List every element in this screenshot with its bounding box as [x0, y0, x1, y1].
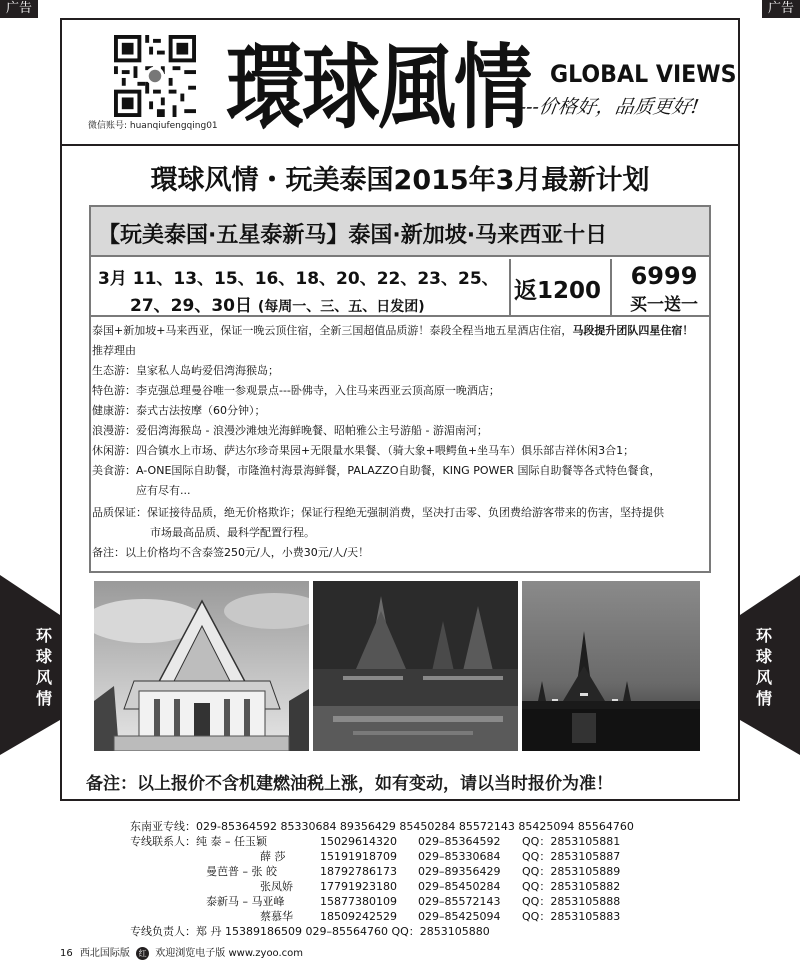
page-footer — [60, 944, 303, 960]
main-title: 環球风情・玩美泰国2015年3月最新计划 — [150, 165, 650, 196]
edition-badge: 红 — [136, 947, 149, 960]
intro-text: 泰国+新加坡+马来西亚，保证一晚云顶住宿，全新三国超值品质游！泰段全程当地五星酒店住宿， — [92, 324, 573, 337]
departure-dates-note: (每周一、三、五、日发团) — [257, 299, 425, 315]
contact-mobile: 17791923180 — [320, 880, 397, 893]
promo-label: 买一送一 — [630, 295, 698, 315]
detail-line: 浪漫游：爱侣湾海猴岛 - 浪漫沙滩烛光海鲜晚餐、昭帕雅公主号游船 - 游湄南河； — [92, 424, 488, 437]
contact-phone: 029–85572143 — [418, 895, 501, 908]
departure-dates-tail: 27、29、30日 — [130, 296, 252, 316]
hotline-row — [130, 819, 634, 834]
contact-qq: QQ：2853105882 — [522, 880, 621, 893]
hotline-numbers: 029-85364592 85330684 89356429 85450284 85572143 85425094 85564760 — [196, 820, 634, 833]
detail-line: 生态游：皇家私人岛屿爱侣湾海猴岛； — [92, 364, 279, 377]
side-label-left — [24, 625, 64, 709]
departure-dates-cont — [130, 291, 425, 316]
contact-label: 薛 莎 — [260, 850, 286, 863]
wechat-account-label: 微信账号: huanqiufengqing01 — [88, 121, 218, 131]
ad-label-left: 广告 — [0, 0, 38, 18]
contact-mobile: 15191918709 — [320, 850, 397, 863]
departure-dates: 3月 11、13、15、16、18、20、22、23、25、 — [98, 269, 499, 289]
side-label-right — [744, 625, 784, 709]
brand-title: 環球風情 — [226, 34, 531, 143]
contact-phone: 029–85450284 — [418, 880, 501, 893]
contact-mobile: 18509242529 — [320, 910, 397, 923]
contact-mobile: 18792786173 — [320, 865, 397, 878]
contact-label: 张凤娇 — [260, 880, 293, 893]
reason-title: 推荐理由 — [92, 344, 136, 357]
contact-qq: QQ：2853105889 — [522, 865, 621, 878]
contact-label: 蔡慕华 — [260, 910, 293, 923]
intro-highlight: 马段提升团队四星住宿！ — [572, 324, 694, 337]
divider — [509, 259, 511, 317]
contact-qq: QQ：2853105883 — [522, 910, 621, 923]
header-divider — [60, 144, 740, 146]
side-char: 情 — [35, 689, 52, 708]
contact-phone: 029–85364592 — [418, 835, 501, 848]
contact-mobile: 15029614320 — [320, 835, 397, 848]
detail-line: 健康游：泰式古法按摩（60分钟）； — [92, 404, 266, 417]
footer-note: 备注：以上报价不含机建燃油税上涨，如有变动，请以当时报价为准！ — [86, 774, 613, 794]
wat-arun-photo — [522, 581, 700, 751]
night-temple-photo — [313, 581, 518, 751]
contact-qq: QQ：2853105881 — [522, 835, 621, 848]
side-char: 球 — [35, 647, 52, 666]
hotline-label: 东南亚专线： — [130, 820, 196, 833]
contact-qq: QQ：2853105887 — [522, 850, 621, 863]
quality-guarantee: 品质保证：保证接待品质，绝无价格欺诈；保证行程绝无强制消费，坚决打击零、负团费给游客带来的伤害，坚持提供 — [92, 506, 664, 519]
page-number: 16 — [60, 948, 73, 959]
side-char: 情 — [755, 689, 772, 708]
welcome-link[interactable]: 欢迎浏览电子版 www.zyoo.com — [155, 948, 304, 959]
contact-phone: 029–85425094 — [418, 910, 501, 923]
detail-line: 美食游：A-ONE国际自助餐，市隆渔村海景海鲜餐，PALAZZO自助餐，KING POWER 国际自助餐等各式特色餐食， — [92, 464, 661, 477]
global-views-title: GLOBAL VIEWS — [550, 60, 737, 88]
contact-mobile: 15877380109 — [320, 895, 397, 908]
ad-label-right: 广告 — [762, 0, 800, 18]
side-char: 环 — [35, 626, 52, 645]
line-manager: 专线负责人：郑 丹 15389186509 029–85564760 QQ：2853105880 — [130, 925, 490, 938]
quality-guarantee-cont: 市场最高品质、最科学配置行程。 — [150, 526, 315, 539]
edition-label: 西北国际版 — [79, 948, 130, 959]
contact-phone: 029–85330684 — [418, 850, 501, 863]
details-intro — [92, 321, 693, 341]
price: 6999 — [630, 262, 698, 290]
contact-label: 泰新马 – 马亚峰 — [206, 895, 285, 908]
contact-label: 曼芭普 – 张 皎 — [206, 865, 277, 878]
contact-qq: QQ：2853105888 — [522, 895, 621, 908]
side-char: 风 — [755, 668, 772, 687]
route-title: 【玩美泰国·五星泰新马】泰国·新加坡·马来西亚十日 — [98, 223, 608, 248]
side-char: 环 — [755, 626, 772, 645]
side-char: 球 — [755, 647, 772, 666]
contact-phone: 029–89356429 — [418, 865, 501, 878]
temple-photo — [94, 581, 309, 751]
side-char: 风 — [35, 668, 52, 687]
qr-code-icon — [114, 35, 196, 117]
slogan: ---价格好，品质更好! — [518, 96, 701, 118]
contact-label: 专线联系人：纯 泰 – 任玉颖 — [130, 835, 267, 848]
details-remark: 备注：以上价格均不含泰签250元/人，小费30元/人/天！ — [92, 546, 370, 559]
rebate-label: 返1200 — [514, 278, 602, 304]
detail-line: 特色游：李克强总理曼谷唯一参观景点---卧佛寺，入住马来西亚云顶高原一晚酒店； — [92, 384, 500, 397]
detail-line: 休闲游：四合镇水上市场、萨达尔珍奇果园+无限量水果餐、（骑大象+喂鳄鱼+坐马车）俱乐部吉祥休闲3合1； — [92, 444, 635, 457]
detail-line-cont: 应有尽有... — [136, 484, 191, 497]
